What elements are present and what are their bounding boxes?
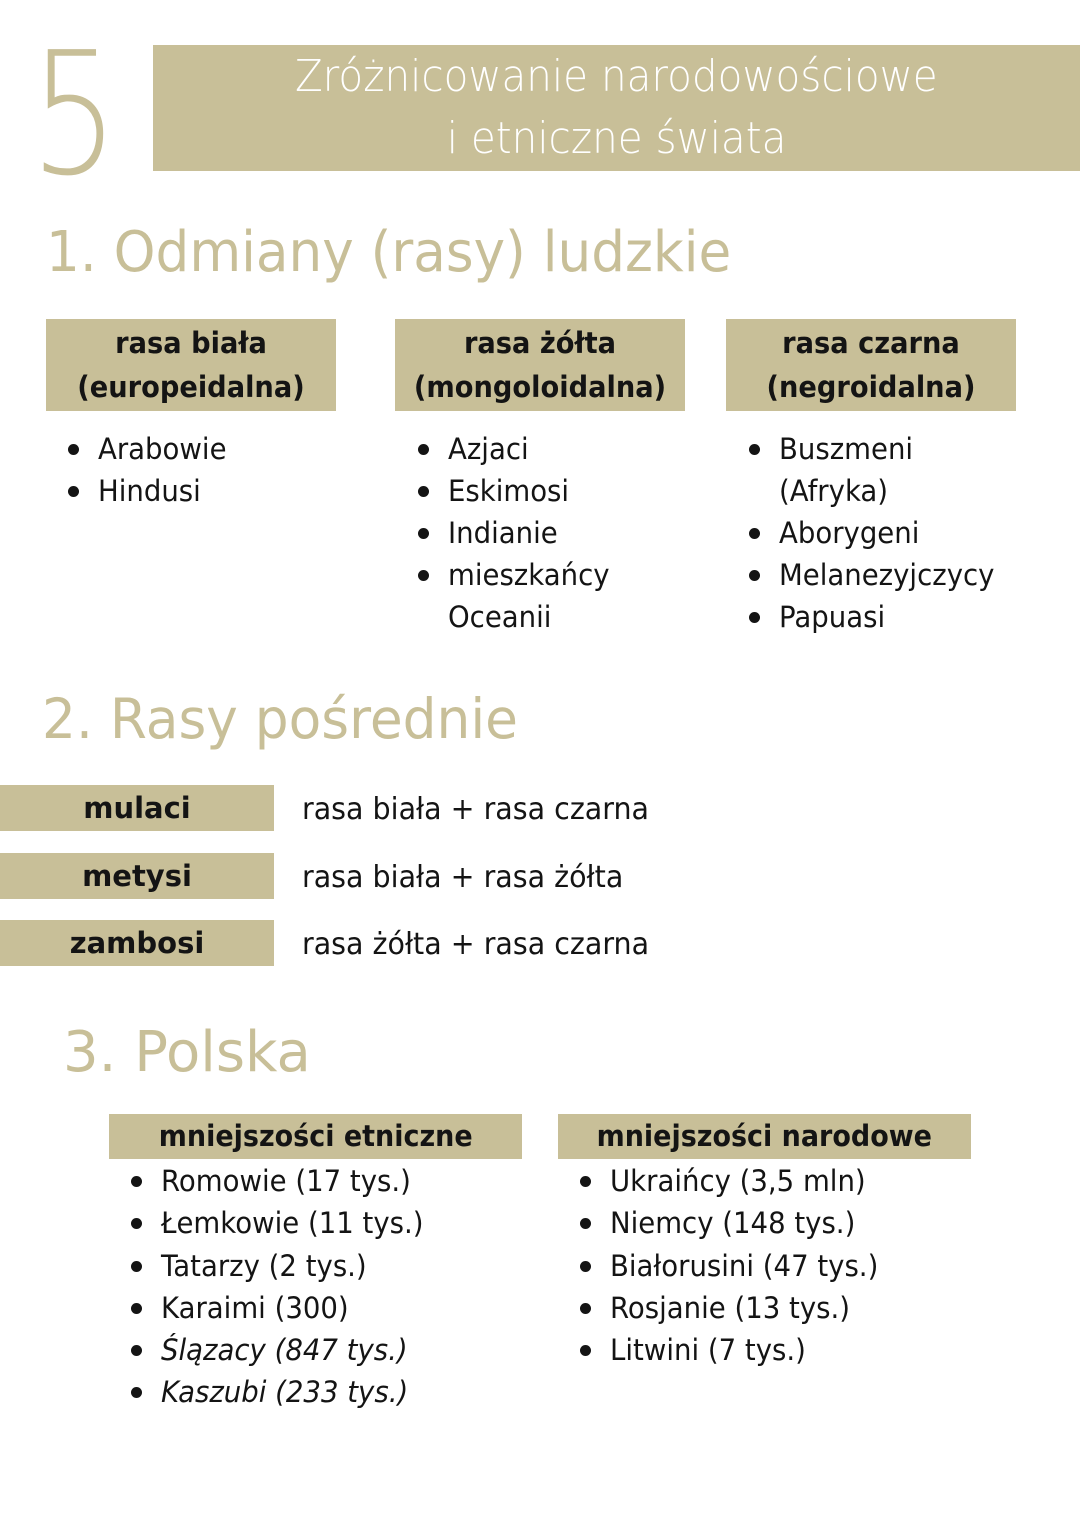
list-item: Hindusi (46, 470, 346, 512)
list-item: Litwini (7 tys.) (558, 1329, 978, 1371)
list-item: Aborygeni (727, 512, 1057, 554)
section-heading-mixed-races: 2. Rasy pośrednie (42, 687, 518, 751)
race-box-black (726, 319, 1016, 411)
list-item: Białorusini (47 tys.) (558, 1245, 978, 1287)
race-name: rasa biała (115, 326, 267, 360)
list-item: Eskimosi (396, 470, 696, 512)
race-white-list (46, 428, 346, 512)
race-black-list (727, 428, 1057, 638)
mix-label-mulaci: mulaci (0, 785, 274, 831)
mix-formula: rasa biała + rasa żółta (302, 860, 624, 895)
mix-label-metysi: metysi (0, 853, 274, 899)
race-name: rasa czarna (782, 326, 960, 360)
race-box-white (46, 319, 336, 411)
race-yellow-list (396, 428, 696, 638)
list-item: Indianie (396, 512, 696, 554)
national-minorities-list (558, 1160, 978, 1371)
race-type: (mongoloidalna) (413, 370, 667, 404)
list-item: mieszkańcy Oceanii (396, 554, 648, 638)
list-item: Ukraińcy (3,5 mln) (558, 1160, 978, 1202)
race-type: (europeidalna) (77, 370, 305, 404)
race-type: (negroidalna) (766, 370, 976, 404)
national-minorities-header: mniejszości narodowe (558, 1114, 971, 1159)
list-item: Kaszubi (233 tys.) (109, 1371, 529, 1413)
race-box-yellow (395, 319, 685, 411)
chapter-number: 5 (30, 16, 116, 214)
list-item: Papuasi (727, 596, 1057, 638)
list-item: Tatarzy (2 tys.) (109, 1245, 529, 1287)
list-item: Buszmeni (Afryka) (727, 428, 979, 512)
chapter-title-line1: Zróżnicowanie narodowościowe (295, 51, 938, 102)
list-item: Niemcy (148 tys.) (558, 1202, 978, 1244)
list-item: Łemkowie (11 tys.) (109, 1202, 529, 1244)
race-name: rasa żółta (463, 326, 617, 360)
mix-label-zambosi: zambosi (0, 920, 274, 966)
section-heading-races: 1. Odmiany (rasy) ludzkie (46, 220, 732, 285)
ethnic-minorities-list (109, 1160, 529, 1414)
list-item: Rosjanie (13 tys.) (558, 1287, 978, 1329)
list-item: Azjaci (396, 428, 696, 470)
chapter-title-band (153, 45, 1080, 171)
mix-formula: rasa biała + rasa czarna (302, 792, 649, 827)
list-item: Ślązacy (847 tys.) (109, 1329, 529, 1371)
mix-formula: rasa żółta + rasa czarna (302, 927, 650, 962)
section-heading-poland: 3. Polska (63, 1020, 311, 1085)
list-item: Arabowie (46, 428, 346, 470)
list-item: Romowie (17 tys.) (109, 1160, 529, 1202)
list-item: Karaimi (300) (109, 1287, 529, 1329)
chapter-title-line2: i etniczne świata (446, 113, 787, 164)
list-item: Melanezyjczycy (727, 554, 1057, 596)
ethnic-minorities-header: mniejszości etniczne (109, 1114, 522, 1159)
